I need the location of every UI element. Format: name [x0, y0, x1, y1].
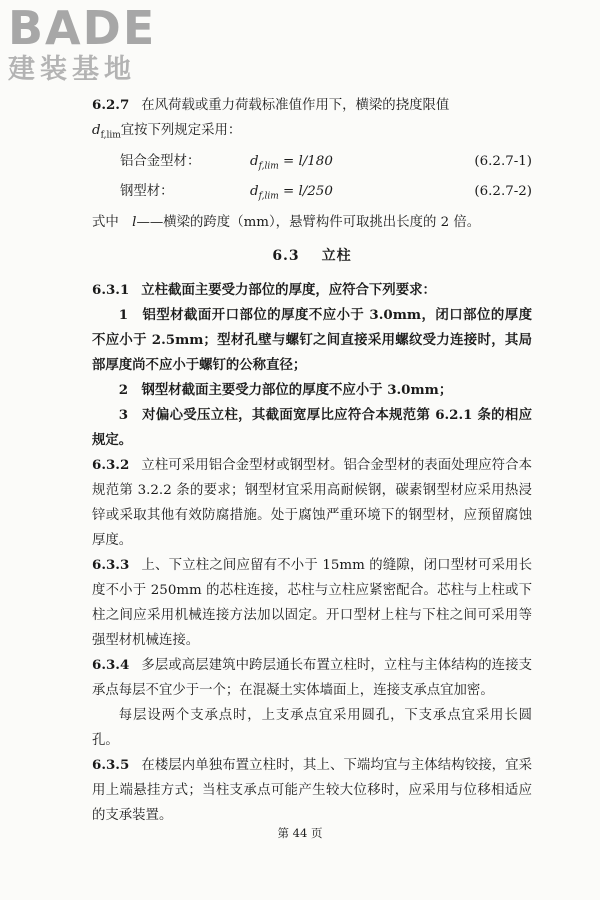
- formula-row: [92, 149, 532, 180]
- formula-expression: $d_{f,lim} = l/180$: [250, 153, 333, 172]
- symbol: l: [132, 215, 137, 231]
- where-prefix: 式中: [92, 215, 119, 231]
- section-name: 立柱: [321, 248, 352, 265]
- clause-6-3-3: [92, 553, 532, 653]
- clause-6-3-2: [92, 453, 532, 553]
- clause-number: 6.3.3: [92, 557, 130, 574]
- clause-number: 6.3.1: [92, 282, 130, 299]
- formula-label: 钢型材：: [120, 184, 174, 200]
- clause-text: 在风荷载或重力荷载标准值作用下，横梁的挠度限值: [141, 98, 450, 113]
- clause-number: 6.2.7: [92, 97, 130, 113]
- formula-note: [92, 210, 532, 235]
- document-body: [92, 93, 532, 828]
- clause-number: 6.3.2: [92, 457, 130, 474]
- formula-number: (6.2.7-1): [474, 153, 532, 169]
- formula-row: [92, 179, 532, 210]
- clause-6-3-4: [92, 653, 532, 703]
- clause-6-3-1: [92, 278, 532, 303]
- symbol: d: [92, 123, 101, 138]
- clause-6-3-5: [92, 753, 532, 828]
- where-text: ——横梁的跨度（mm），悬臂构件可取挑出长度的 2 倍。: [136, 215, 481, 231]
- list-item: 1 铝型材截面开口部位的厚度不应小于 3.0mm，闭口部位的厚度不应小于 2.5mm；型材孔壁与螺钉之间直接采用螺纹受力连接时，其局部厚度尚不应小于螺钉的公称直径；: [92, 307, 532, 374]
- clause-number: 6.3.4: [92, 657, 130, 674]
- clause-text: 上、下立柱之间应留有不小于 15mm 的缝隙，闭口型材可采用长度不小于 250mm 的芯柱连接，芯柱与立柱应紧密配合。芯柱与上柱或下柱之间应采用机械连接方法加以固定。开口型材上柱与下柱之间可采用等强型材机械连接。: [92, 558, 532, 649]
- clause-text: 立柱截面主要受力部位的厚度，应符合下列要求：: [141, 282, 436, 299]
- clause-paragraph: 每层设两个支承点时，上支承点宜采用圆孔，下支承点宜采用长圆孔。: [92, 708, 532, 749]
- section-number: 6.3: [272, 248, 300, 265]
- logo-word: BADE: [8, 1, 157, 55]
- symbol-subscript: f,lim: [100, 130, 121, 141]
- formula-expression: $d_{f,lim} = l/250$: [250, 184, 333, 203]
- list-item: 3 对偏心受压立柱，其截面宽厚比应符合本规范第 6.2.1 条的相应规定。: [92, 407, 532, 449]
- section-title: [92, 244, 532, 269]
- logo-subtitle: 建装基地: [8, 54, 136, 85]
- page-number: 第 44 页: [277, 826, 323, 840]
- list-item: 2 钢型材截面主要受力部位的厚度不应小于 3.0mm；: [118, 382, 453, 399]
- clause-text: 多层或高层建筑中跨层通长布置立柱时，立柱与主体结构的连接支承点每层不宜少于一个；在混凝土实体墙面上，连接支承点宜加密。: [92, 658, 532, 699]
- logo: [8, 1, 183, 86]
- formula-number: (6.2.7-2): [474, 184, 532, 200]
- clause-text-cont: 宜按下列规定采用：: [120, 123, 242, 138]
- clause-6-2-7: [92, 93, 532, 149]
- clause-number: 6.3.5: [92, 757, 130, 774]
- formula-label: 铝合金型材：: [120, 153, 201, 169]
- clause-text: 立柱可采用铝合金型材或钢型材。铝合金型材的表面处理应符合本规范第 3.2.2 条的要求；钢型材宜采用高耐候钢，碳素钢型材应采用热浸锌或采取其他有效防腐措施。处于腐蚀严重环境下的钢型材，应预留腐蚀厚度。: [92, 458, 532, 549]
- clause-text: 在楼层内单独布置立柱时，其上、下端均宜与主体结构铰接，宜采用上端悬挂方式；当柱支承点可能产生较大位移时，应采用与位移相适应的支承装置。: [92, 758, 532, 824]
